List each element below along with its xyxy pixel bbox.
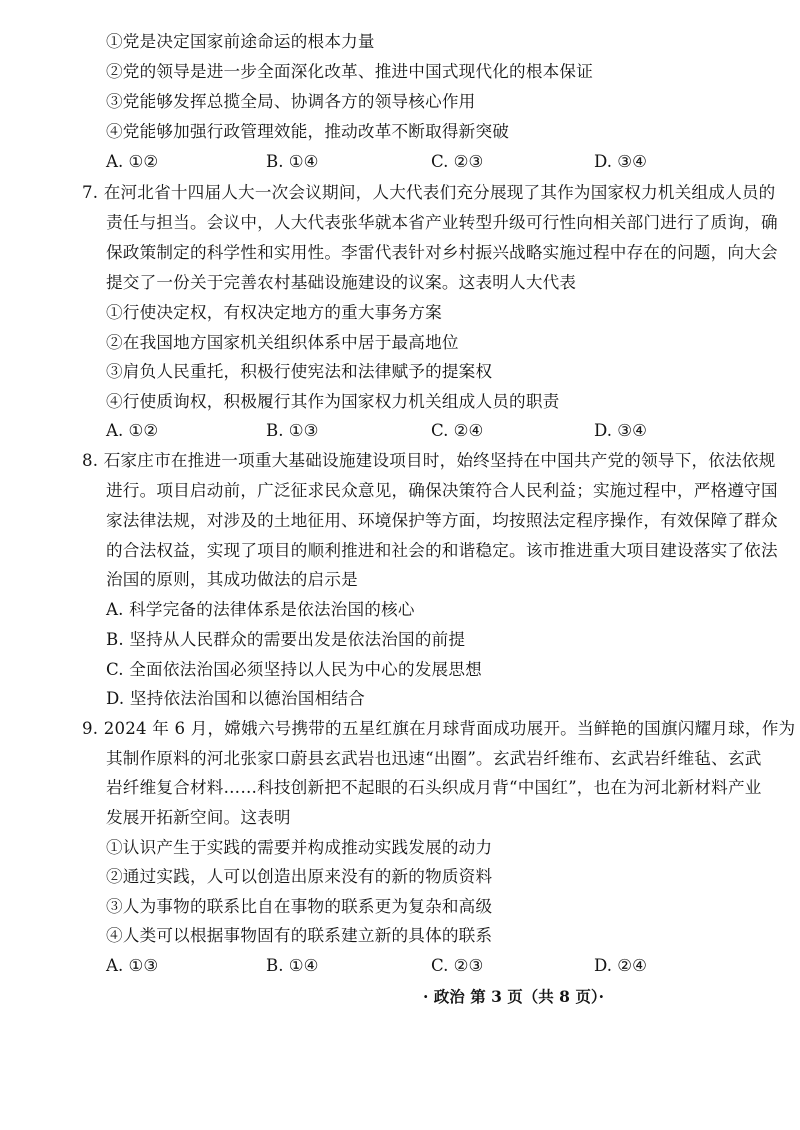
q6-statement-2: ②党的领导是进一步全面深化改革、推进中国式现代化的根本保证 — [106, 62, 594, 81]
q7-stem-line-1: 7. 在河北省十四届人大一次会议期间，人大代表们充分展现了其作为国家权力机关组成人员的 — [82, 183, 776, 202]
q9-statement-4: ④人类可以根据事物固有的联系建立新的具体的联系 — [106, 926, 493, 945]
q8-stem-line-3: 家法律法规，对涉及的土地征用、环境保护等方面，均按照法定程序操作，有效保障了群众 — [106, 511, 778, 530]
q7-option-d: D. ③④ — [594, 421, 648, 440]
q9-stem-line-3: 岩纤维复合材料……科技创新把不起眼的石头织成月背“中国红”，也在为河北新材料产业 — [106, 778, 762, 797]
q7-option-a: A. ①② — [106, 421, 159, 440]
q7-stem-line-4: 提交了一份关于完善农村基础设施建设的议案。这表明人大代表 — [106, 273, 577, 292]
q8-option-a: A. 科学完备的法律体系是依法治国的核心 — [106, 600, 415, 619]
q8-stem-line-5: 治国的原则，其成功做法的启示是 — [106, 570, 358, 589]
q8-stem-line-4: 的合法权益，实现了项目的顺利推进和社会的和谐稳定。该市推进重大项目建设落实了依法 — [106, 541, 778, 560]
q6-statement-3: ③党能够发挥总揽全局、协调各方的领导核心作用 — [106, 92, 476, 111]
q7-statement-3: ③肩负人民重托，积极行使宪法和法律赋予的提案权 — [106, 362, 493, 381]
q7-option-b: B. ①③ — [266, 421, 319, 440]
q9-stem-line-1: 9. 2024 年 6 月，嫦娥六号携带的五星红旗在月球背面成功展开。当鲜艳的国旗闪耀月球，作为 — [82, 719, 796, 738]
q9-statement-3: ③人为事物的联系比自在事物的联系更为复杂和高级 — [106, 897, 493, 916]
q9-statement-1: ①认识产生于实践的需要并构成推动实践发展的动力 — [106, 838, 493, 857]
q9-option-b: B. ①④ — [266, 956, 319, 975]
q8-option-b: B. 坚持从人民群众的需要出发是依法治国的前提 — [106, 630, 466, 649]
q6-option-d: D. ③④ — [594, 152, 648, 171]
q8-stem-line-1: 8. 石家庄市在推进一项重大基础设施建设项目时，始终坚持在中国共产党的领导下，依法依规 — [82, 451, 776, 470]
q7-option-c: C. ②④ — [431, 421, 484, 440]
q7-statement-2: ②在我国地方国家机关组织体系中居于最高地位 — [106, 333, 459, 352]
q9-statement-2: ②通过实践，人可以创造出原来没有的新的物质资料 — [106, 867, 493, 886]
q7-statement-1: ①行使决定权，有权决定地方的重大事务方案 — [106, 303, 442, 322]
q7-stem-line-3: 保政策制定的科学性和实用性。李雷代表针对乡村振兴战略实施过程中存在的问题，向大会 — [106, 243, 778, 262]
q9-option-d: D. ②④ — [594, 956, 648, 975]
q7-stem-line-2: 责任与担当。会议中，人大代表张华就本省产业转型升级可行性向相关部门进行了质询，确 — [106, 213, 778, 232]
q6-statement-4: ④党能够加强行政管理效能，推动改革不断取得新突破 — [106, 122, 510, 141]
q8-option-c: C. 全面依法治国必须坚持以人民为中心的发展思想 — [106, 660, 482, 679]
q9-stem-line-2: 其制作原料的河北张家口蔚县玄武岩也迅速“出圈”。玄武岩纤维布、玄武岩纤维毡、玄武 — [106, 749, 762, 768]
q6-option-a: A. ①② — [106, 152, 159, 171]
q8-option-d: D. 坚持依法治国和以德治国相结合 — [106, 689, 365, 708]
q9-stem-line-4: 发展开拓新空间。这表明 — [106, 808, 291, 827]
q9-option-a: A. ①③ — [106, 956, 159, 975]
q6-statement-1: ①党是决定国家前途命运的根本力量 — [106, 32, 375, 51]
page-footer: · 政治 第 3 页（共 8 页）· — [423, 987, 604, 1006]
q9-option-c: C. ②③ — [431, 956, 484, 975]
q7-statement-4: ④行使质询权，积极履行其作为国家权力机关组成人员的职责 — [106, 392, 560, 411]
q8-stem-line-2: 进行。项目启动前，广泛征求民众意见，确保决策符合人民利益；实施过程中，严格遵守国 — [106, 481, 778, 500]
q6-option-c: C. ②③ — [431, 152, 484, 171]
q6-option-b: B. ①④ — [266, 152, 319, 171]
